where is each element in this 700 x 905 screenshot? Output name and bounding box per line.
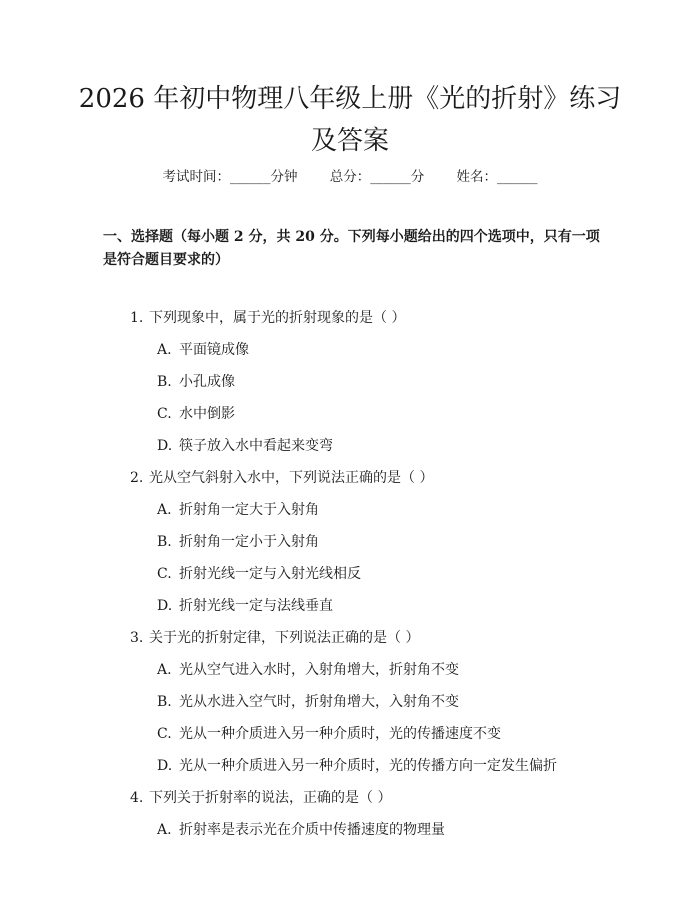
question-2-option-a [157,499,319,521]
option-letter: D. [157,758,173,774]
question-2-option-b [157,531,319,553]
option-text: 平面镜成像 [179,342,249,358]
question-2-stem [130,467,433,489]
question-number: 1. [130,310,144,326]
option-letter: B. [157,374,172,390]
question-3-option-d [157,755,557,777]
option-letter: A. [157,502,172,518]
total-score-field [330,169,425,185]
option-letter: B. [157,534,172,550]
question-number: 2. [130,470,144,486]
question-1-option-d [157,435,333,457]
option-text: 光从空气进入水时，入射角增大，折射角不变 [179,662,459,678]
question-text: 关于光的折射定律，下列说法正确的是（ ） [149,630,420,646]
exam-time-label: 考试时间： [162,169,230,185]
name-blank: ______ [497,169,538,185]
exam-info-line [0,166,700,188]
option-text: 光从一种介质进入另一种介质时，光的传播速度不变 [179,726,501,742]
question-number: 3. [130,630,144,646]
total-score-label: 总分： [329,169,371,185]
option-letter: C. [157,566,172,582]
question-2-option-c [157,563,361,585]
question-4-option-a [157,819,445,841]
option-text: 筷子放入水中看起来变弯 [179,438,333,454]
question-3-option-a [157,659,459,681]
option-letter: D. [157,598,173,614]
exam-time-blank: ______ [229,169,271,185]
option-letter: D. [157,438,173,454]
option-letter: A. [157,662,172,678]
option-text: 折射率是表示光在介质中传播速度的物理量 [179,822,445,838]
exam-time-unit: 分钟 [270,169,298,185]
question-text: 下列关于折射率的说法，正确的是（ ） [149,790,392,806]
option-text: 折射光线一定与入射光线相反 [179,566,361,582]
option-letter: A. [157,342,172,358]
option-text: 小孔成像 [179,374,235,390]
question-3-stem [130,627,419,649]
option-text: 折射角一定小于入射角 [179,534,319,550]
exam-time-field [162,169,297,185]
question-text: 光从空气斜射入水中，下列说法正确的是（ ） [149,470,434,486]
question-3-option-c [157,723,501,745]
question-1-option-c [157,403,235,425]
question-4-stem [130,787,391,809]
total-score-blank: ______ [370,169,411,185]
option-letter: C. [157,406,172,422]
option-text: 折射角一定大于入射角 [179,502,319,518]
question-number: 4. [130,790,144,806]
question-2-option-d [157,595,333,617]
document-title: 2026 年初中物理八年级上册《光的折射》练习及答案 [78,84,622,156]
option-letter: B. [157,694,172,710]
question-1-option-a [157,339,249,361]
option-text: 折射光线一定与法线垂直 [179,598,333,614]
option-letter: A. [157,822,172,838]
question-1-stem [130,307,405,329]
option-letter: C. [157,726,172,742]
option-text: 光从水进入空气时，折射角增大，入射角不变 [179,694,459,710]
question-3-option-b [157,691,459,713]
option-text: 水中倒影 [179,406,235,422]
name-field [457,169,538,185]
section-heading-multiple-choice: 一、选择题（每小题 2 分，共 20 分。下列每小题给出的四个选项中，只有一项是符合题目要求的） [103,229,600,268]
question-text: 下列现象中，属于光的折射现象的是（ ） [149,310,406,326]
question-1-option-b [157,371,235,393]
total-score-unit: 分 [410,169,425,185]
option-text: 光从一种介质进入另一种介质时，光的传播方向一定发生偏折 [179,758,557,774]
name-label: 姓名： [456,169,498,185]
